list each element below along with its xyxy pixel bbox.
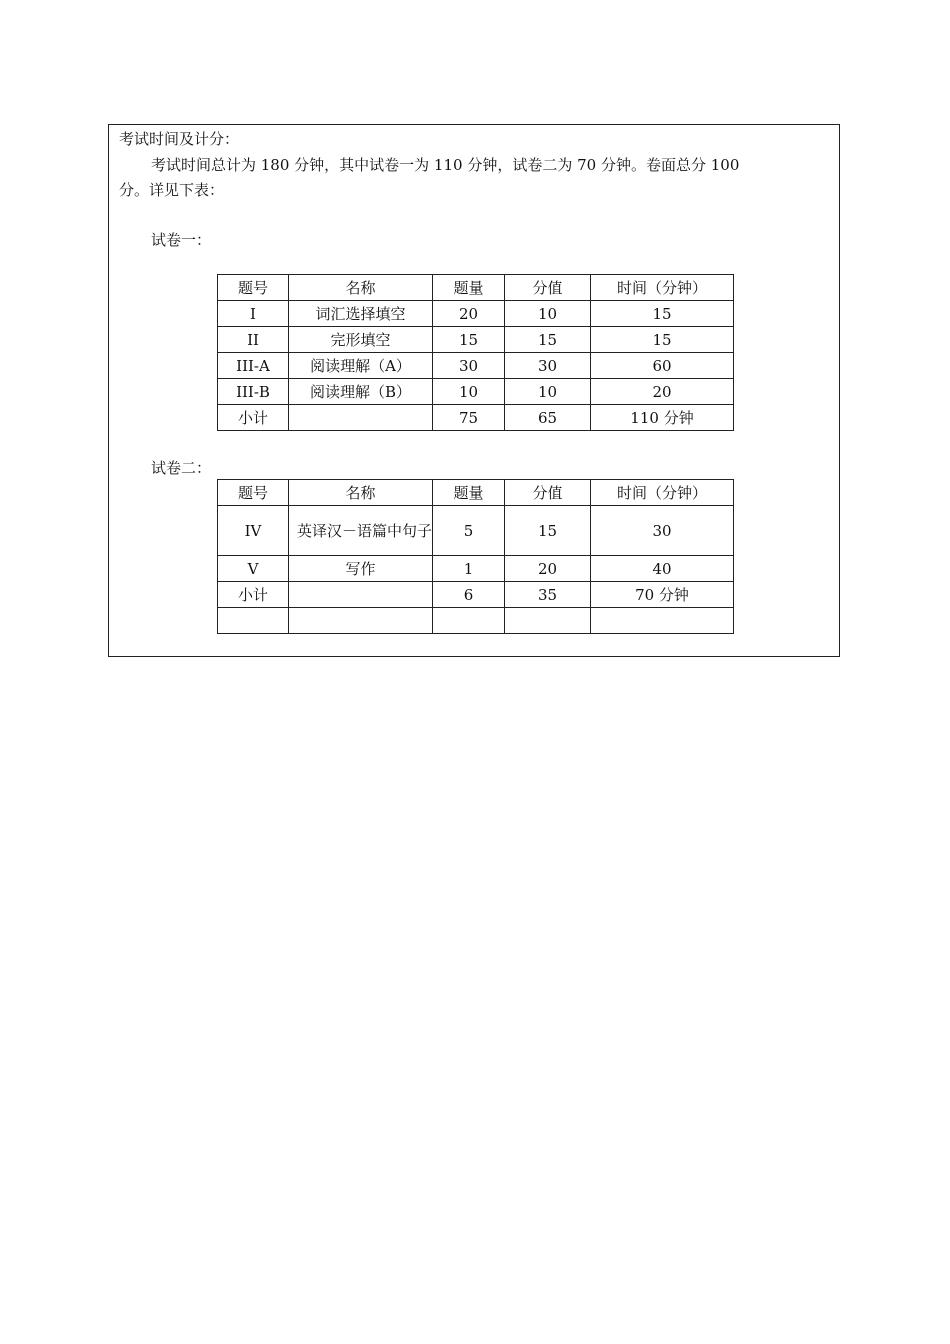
table-cell: 20 [591, 379, 734, 405]
table-cell: 30 [433, 353, 505, 379]
table-cell: II [218, 327, 289, 353]
paper1-header-row [218, 275, 734, 301]
table-cell: 15 [433, 327, 505, 353]
table-cell: 20 [505, 556, 591, 582]
header-cell: 时间（分钟） [591, 275, 734, 301]
subtotal-row [218, 405, 734, 431]
table-cell [289, 582, 433, 608]
table-cell [218, 608, 289, 634]
table-cell: 70 分钟 [591, 582, 734, 608]
table-cell: 10 [433, 379, 505, 405]
table-cell: 英译汉－语篇中句子 [289, 506, 433, 556]
description-line-1: 考试时间总计为 180 分钟，其中试卷一为 110 分钟，试卷二为 70 分钟。卷面总分 100 [151, 156, 740, 174]
table-cell: IV [218, 506, 289, 556]
empty-row [218, 608, 734, 634]
table-cell: 15 [591, 327, 734, 353]
table-cell: 写作 [289, 556, 433, 582]
header-cell: 分值 [505, 480, 591, 506]
table-cell: I [218, 301, 289, 327]
table-cell: 10 [505, 379, 591, 405]
table-cell [289, 405, 433, 431]
table-cell [591, 608, 734, 634]
table-cell: 小计 [218, 582, 289, 608]
table-cell: 110 分钟 [591, 405, 734, 431]
content-frame [108, 124, 840, 657]
table-cell: 30 [591, 506, 734, 556]
table-cell: V [218, 556, 289, 582]
header-cell: 题号 [218, 480, 289, 506]
table-cell [505, 608, 591, 634]
paper1-table [217, 274, 734, 431]
table-cell: 词汇选择填空 [289, 301, 433, 327]
section-heading: 考试时间及计分： [119, 130, 240, 148]
table-row [218, 327, 734, 353]
table-cell: III-A [218, 353, 289, 379]
table-row [218, 379, 734, 405]
header-cell: 名称 [289, 480, 433, 506]
header-cell: 时间（分钟） [591, 480, 734, 506]
table-cell: 35 [505, 582, 591, 608]
table-row [218, 301, 734, 327]
header-cell: 题量 [433, 480, 505, 506]
table-cell: 40 [591, 556, 734, 582]
table-cell: 10 [505, 301, 591, 327]
table-cell [289, 608, 433, 634]
table-cell: 60 [591, 353, 734, 379]
paper2-label: 试卷二： [151, 459, 212, 477]
table-cell [433, 608, 505, 634]
table-cell: 15 [505, 327, 591, 353]
table-cell: 5 [433, 506, 505, 556]
table-cell: 完形填空 [289, 327, 433, 353]
table-row [218, 556, 734, 582]
table-cell: 阅读理解（B） [289, 379, 433, 405]
header-cell: 分值 [505, 275, 591, 301]
header-cell: 名称 [289, 275, 433, 301]
header-cell: 题号 [218, 275, 289, 301]
table-cell: 小计 [218, 405, 289, 431]
table-row [218, 353, 734, 379]
table-row [218, 506, 734, 556]
table-cell: 15 [591, 301, 734, 327]
table-cell: 20 [433, 301, 505, 327]
table-cell: 阅读理解（A） [289, 353, 433, 379]
paper2-table [217, 479, 734, 634]
table-cell: 1 [433, 556, 505, 582]
table-cell: 6 [433, 582, 505, 608]
description-line-2: 分。详见下表： [119, 181, 225, 199]
table-cell: 15 [505, 506, 591, 556]
table-cell: III-B [218, 379, 289, 405]
table-cell: 75 [433, 405, 505, 431]
paper2-header-row [218, 480, 734, 506]
paper1-label: 试卷一： [151, 231, 212, 249]
table-cell: 30 [505, 353, 591, 379]
subtotal-row [218, 582, 734, 608]
header-cell: 题量 [433, 275, 505, 301]
table-cell: 65 [505, 405, 591, 431]
